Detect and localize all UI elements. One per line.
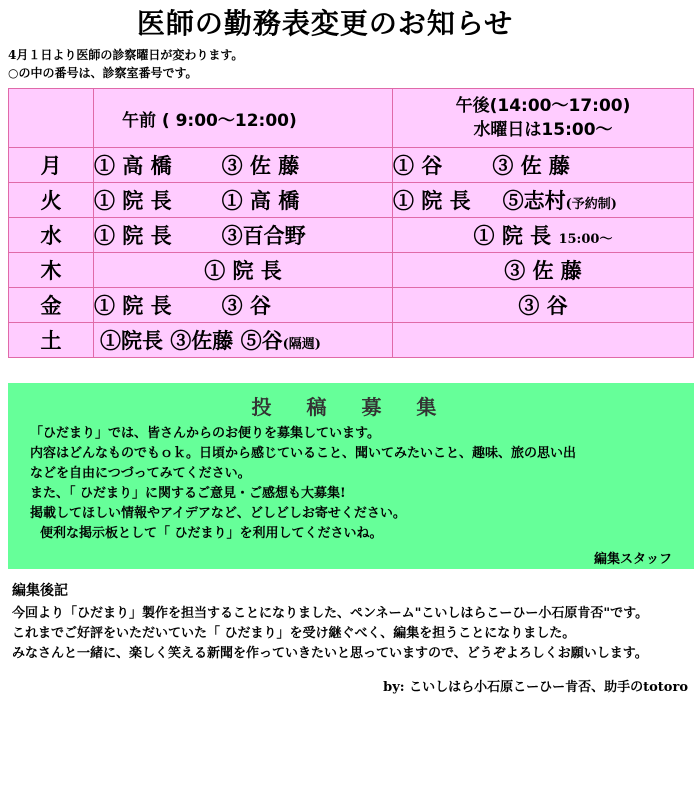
afternoon-cell bbox=[393, 253, 694, 288]
doctor: ① 院 長 bbox=[393, 188, 471, 213]
doctor: ③ 佐 藤 bbox=[221, 153, 300, 178]
doctor: ① 高 橋 bbox=[94, 153, 172, 178]
header-afternoon-wednesday: 水曜日は15:00〜 bbox=[473, 120, 613, 140]
afternoon-cell bbox=[393, 148, 694, 183]
notice-line-2: ○の中の番号は、診察室番号です。 bbox=[8, 66, 198, 80]
morning-cell bbox=[94, 323, 393, 358]
afternoon-cell bbox=[393, 288, 694, 323]
doctor: ① 院 長 bbox=[204, 258, 282, 283]
page-title: 医師の勤務表変更のお知らせ bbox=[136, 7, 514, 40]
doctor: ③ 谷 bbox=[221, 293, 271, 318]
morning-cell bbox=[94, 218, 393, 253]
header-afternoon bbox=[393, 89, 694, 148]
schedule-row-wednesday bbox=[9, 218, 694, 253]
schedule-row-monday bbox=[9, 148, 694, 183]
day-label: 水 bbox=[9, 218, 94, 253]
day-label: 金 bbox=[9, 288, 94, 323]
recruitment-line: などを自由につづってみてください。 bbox=[30, 466, 251, 481]
doctor: ① 院 長 bbox=[94, 293, 172, 318]
doctor: ① 院 長 bbox=[473, 223, 552, 248]
doctor: ③ 佐 藤 bbox=[492, 153, 570, 178]
day-label: 土 bbox=[9, 323, 94, 358]
recruitment-heading: 投 稿 募 集 bbox=[251, 395, 451, 419]
doctor: ① 高 橋 bbox=[221, 188, 300, 213]
postscript-line: みなさんと一緒に、楽しく笑える新聞を作っていきたいと思っていますので、どうぞよろしくお願いします。 bbox=[12, 646, 648, 661]
schedule-header-row bbox=[9, 89, 694, 148]
recruitment-line: 便利な掲示板として「 ひだまり」を利用してくださいね。 bbox=[40, 526, 383, 541]
schedule-table bbox=[8, 88, 694, 358]
appointment-note: (予約制) bbox=[565, 197, 617, 212]
header-day-cell bbox=[9, 89, 94, 148]
doctor: ③ 佐 藤 bbox=[504, 258, 582, 283]
schedule-row-thursday bbox=[9, 253, 694, 288]
morning-cell bbox=[94, 148, 393, 183]
recruitment-box bbox=[8, 383, 694, 569]
editor-postscript bbox=[12, 580, 692, 664]
recruitment-line: 内容はどんなものでもｏｋ。日頃から感じていること、聞いてみたいこと、趣味、旅の思い出 bbox=[30, 446, 577, 461]
morning-cell bbox=[94, 253, 393, 288]
day-label: 火 bbox=[9, 183, 94, 218]
doctor: ③百合野 bbox=[221, 223, 306, 248]
biweekly-note: (隔週) bbox=[282, 337, 321, 352]
postscript-line: これまでご好評をいただいていた「 ひだまり」を受け継ぐべく、編集を担うことになりました。 bbox=[12, 626, 576, 641]
day-label: 木 bbox=[9, 253, 94, 288]
morning-cell bbox=[94, 288, 393, 323]
morning-cell bbox=[94, 183, 393, 218]
schedule-row-tuesday bbox=[9, 183, 694, 218]
doctor: ③ 谷 bbox=[518, 293, 568, 318]
doctor: ① 院 長 bbox=[94, 188, 172, 213]
afternoon-cell bbox=[393, 323, 694, 358]
recruitment-line: 「ひだまり」では、皆さんからのお便りを募集しています。 bbox=[30, 426, 380, 441]
recruitment-signature: 編集スタッフ bbox=[593, 552, 672, 567]
doctor: ① 院 長 bbox=[94, 223, 172, 248]
postscript-line: 今回より「ひだまり」製作を担当することになりました、ペンネーム"こいしはらこーひー小石原肯否"です。 bbox=[12, 606, 649, 621]
schedule-row-friday bbox=[9, 288, 694, 323]
header-afternoon-hours: 午後(14:00〜17:00) bbox=[455, 96, 631, 116]
postscript-heading: 編集後記 bbox=[12, 583, 68, 599]
doctor: ① 谷 bbox=[393, 153, 443, 178]
header-morning: 午前 ( 9:00〜12:00) bbox=[94, 89, 393, 148]
notice-line-1: 4月１日より医師の診察曜日が変わります。 bbox=[8, 48, 244, 62]
day-label: 月 bbox=[9, 148, 94, 183]
author-byline: by: こいしはら小石原こーひー肯否、助手のtotoro bbox=[383, 680, 688, 695]
schedule-row-saturday bbox=[9, 323, 694, 358]
afternoon-cell bbox=[393, 183, 694, 218]
recruitment-line: 掲載してほしい情報やアイデアなど、どしどしお寄せください。 bbox=[30, 506, 406, 521]
time-note: 15:00〜 bbox=[558, 232, 613, 247]
afternoon-cell bbox=[393, 218, 694, 253]
doctor: ①院長 ③佐藤 ⑤谷 bbox=[100, 328, 283, 353]
doctor: ⑤志村 bbox=[502, 188, 566, 213]
recruitment-line: また、「 ひだまり」に関するご意見・ご感想も大募集! bbox=[30, 486, 346, 501]
